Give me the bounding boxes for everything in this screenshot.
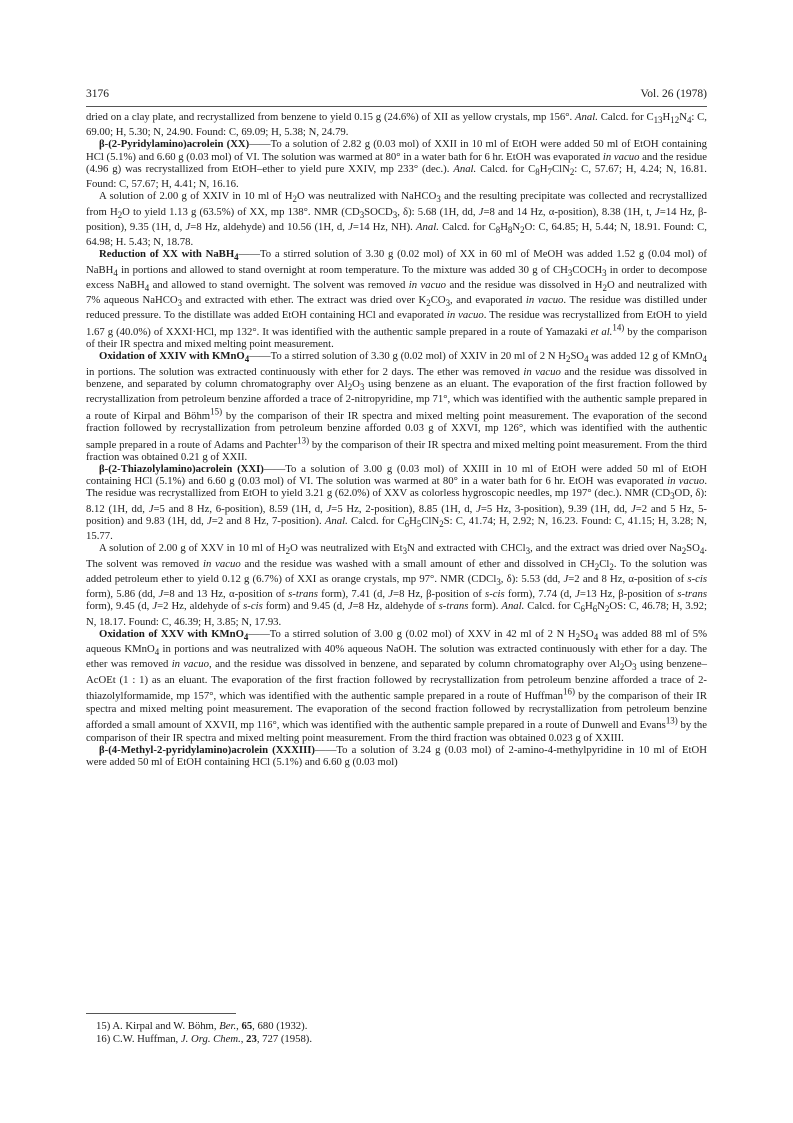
section-heading: Oxidation of XXV with KMnO$_4$: [99, 627, 249, 642]
section-heading: β-(2-Thiazolylamino)acrolein (XXI): [99, 463, 264, 476]
section-paragraph: [86, 463, 707, 542]
footnote: 16) C.W. Huffman, J. Org. Chem., 23, 727 (1958).: [96, 1033, 313, 1045]
section-paragraph: [86, 628, 707, 744]
footnotes: [86, 1020, 707, 1046]
body-paragraph: [86, 542, 707, 628]
page-number: 3176: [86, 88, 109, 100]
paragraph-text: ——To a stirred solution of 3.30 g (0.02 mol) of XXIV in 20 ml of 2 N $H_2SO_4$ was added 12 g of KMnO$_4$ in portions. The solution was extracted continuously with ether for 2 days. The ether was removed in vacuo and the residue was dissolved in benzene, and separated by column chromatography over $Al_2O_3$ using benzene as an eluant. The evaporation of the first fraction followed by recrystallization from petroleum benzine afforded a trace of 2-nitropyridine, mp 71°, which was identified with the authentic sample prepared in a route of Kirpal and Böhm$^{15)}$ by the comparison of their IR spectra and mixed melting point measurement. The evaporation of the second fraction followed by recrystallization from petroleum benzine afforded 0.03 g of XXVI, mp 126°, which was identified with the authentic sample prepared in a route of Adams and Pachter$^{13)}$ by the comparison of their IR spectra and mixed melting point measurement. From the third fraction was obtained 0.21 g of XXII.: [86, 350, 708, 463]
paragraph-text: ——To a stirred solution of 3.30 g (0.02 mol) of XX in 60 ml of MeOH was added 1.52 g (0.04 mol) of NaBH$_4$ in portions and allowed to stand overnight at room temperature. To the mixture was added 30 g of $CH_3COCH_3$ in order to decompose excess NaBH$_4$ and allowed to stand overnight. The solvent was removed in vacuo and the residue was dissolved in $H_2O$ and neutralized with 7% aqueous NaHCO$_3$ and extracted with ether. The extract was dried over $K_2CO_3$, and evaporated in vacuo. The residue was distilled under reduced pressure. To the distillate was added EtOH containing HCl and evaporated in vacuo. The residue was recrystallized from EtOH to yield 1.67 g (40.0%) of XXXI·HCl, mp 132°. It was identified with the authentic sample prepared in a route of Yamazaki et al.$^{14)}$ by the comparison of their IR spectra and mixed melting point measurement.: [86, 248, 707, 351]
section-heading: Reduction of XX with NaBH$_4$: [99, 248, 239, 263]
body-paragraph: [86, 111, 707, 138]
footnote-rule: [86, 1013, 236, 1014]
section-paragraph: [86, 248, 707, 350]
section-paragraph: [86, 744, 707, 768]
experimental-text: [86, 111, 707, 768]
paragraph-text: ——To a solution of 3.24 g (0.03 mol) of 2-amino-4-methylpyridine in 10 ml of EtOH were added 50 ml of EtOH containing HCl (5.1%) and 6.60 g (0.03 mol): [86, 743, 707, 768]
paragraph-text: A solution of 2.00 g of XXIV in 10 ml of $H_2O$ was neutralized with NaHCO$_3$ and the resulting precipitate was collected and recrystallized from $H_2O$ to yield 1.13 g (63.5%) of XX, mp 138°. NMR ($CD_3SOCD_3$, δ): 5.68 (1H, dd, J=8 and 14 Hz, α-position), 8.38 (1H, t, J=14 Hz, β-position), 9.35 (1H, d, J=8 Hz, aldehyde) and 10.56 (1H, d, J=14 Hz, NH). Anal. Calcd. for $C_8H_8N_2O$: C, 64.85; H, 5.44; N, 18.91. Found: C, 64.98; H. 5.43; N, 18.78.: [86, 190, 707, 249]
header-rule: [86, 106, 707, 107]
running-header: [86, 88, 707, 102]
paragraph-text: A solution of 2.00 g of XXV in 10 ml of $H_2O$ was neutralized with $Et_3N$ and extracted with CHCl$_3$, and the extract was dried over $Na_2SO_4$. The solvent was removed in vacuo and the residue was washed with a small amount of ether and dissolved in $CH_2Cl_2$. To the solution was added petroleum ether to yield 0.12 g (6.7%) of XXI as orange crystals, mp 97°. NMR (CDCl$_3$, δ): 5.53 (dd, J=2 and 8 Hz, α-position of s-cis form), 5.86 (dd, J=8 and 13 Hz, α-position of s-trans form), 7.41 (d, J=8 Hz, β-position of s-cis form), 7.74 (d, J=13 Hz, β-position of s-trans form), 9.45 (d, J=2 Hz, aldehyde of s-cis form) and 9.45 (d, J=8 Hz, aldehyde of s-trans form). Anal. Calcd. for $C_6H_6N_2OS$: C, 46.78; H, 3.92; N, 18.17. Found: C, 46.39; H, 3.85; N, 17.93.: [86, 542, 708, 628]
section-heading: Oxidation of XXIV with KMnO$_4$: [99, 350, 250, 365]
section-heading: β-(4-Methyl-2-pyridylamino)acrolein (XXXIII): [99, 743, 315, 756]
paragraph-text: ——To a solution of 3.00 g (0.03 mol) of XXIII in 10 ml of EtOH were added 50 ml of EtOH containing HCl (5.1%) and 6.60 g (0.03 mol) of VI. The solution was warmed at 80° in a water bath for 6 hr. EtOH was evaporated in vacuo. The residue was recrystallized from EtOH to yield 3.21 g (62.0%) of XXV as colorless hygroscopic needles, mp 197° (dec.). NMR ($CD_3OD$, δ): 8.12 (1H, dd, J=5 and 8 Hz, 6-position), 8.59 (1H, d, J=5 Hz, 2-position), 8.85 (1H, d, J=5 Hz, 3-position), 9.39 (1H, dd, J=2 and 5 Hz, 5-position) and 9.83 (1H, dd, J=2 and 8 Hz, 7-position). Anal. Calcd. for $C_6H_5ClN_2S$: C, 41.74; H, 2.92; N, 16.23. Found: C, 41.15; H, 3.28; N, 15.77.: [86, 463, 707, 543]
paragraph-text: ——To a stirred solution of 3.00 g (0.02 mol) of XXV in 42 ml of 2 N $H_2SO_4$ was added 88 ml of 5% aqueous KMnO$_4$ in portions and was neutralized with 40% aqueous NaOH. The solution was extracted continuously with ether for a day. The ether was removed in vacuo, and the residue was dissolved in benzene, and separated by column chromatography over $Al_2O_3$ using benzene–AcOEt (1 : 1) as an eluant. The evaporation of the first fraction followed by recrystallization from petroleum benzine afforded a trace of 2-thiazolylformamide, mp 157°, which was identified with the authentic sample prepared in a route of Huffman$^{16)}$ by the comparison of their IR spectra and mixed melting point measurement. The evaporation of the second fraction followed by recrystallization from petroleum benzine afforded a small amount of XXVII, mp 116°, which was identified with the authentic sample prepared in a route of Dunwell and Evans$^{13)}$ by the comparison of their IR spectra and mixed melting point measurement. From the third fraction was obtained 0.023 g of XXIII.: [86, 627, 708, 744]
section-heading: β-(2-Pyridylamino)acrolein (XX): [99, 138, 250, 151]
paragraph-text: ——To a solution of 2.82 g (0.03 mol) of XXII in 10 ml of EtOH were added 50 ml of EtOH containing HCl (5.1%) and 6.60 g (0.03 mol) of VI. The solution was warmed at 80° in a water bath for 6 hr. EtOH was evaporated in vacuo and the residue (4.96 g) was recrystallized from EtOH–ether to yield pure XXIV, mp 233° (dec.). Anal. Calcd. for $C_8H_7ClN_2$: C, 57.67; H, 4.24; N, 16.81. Found: C, 57.67; H, 4.41; N, 16.16.: [86, 138, 707, 191]
paragraph-text: dried on a clay plate, and recrystallized from benzene to yield 0.15 g (24.6%) of XII as yellow crystals, mp 156°. Anal. Calcd. for $C_{13}H_{12}N_4$: C, 69.00; H, 5.30; N, 24.90. Found: C, 69.09; H, 5.38; N, 24.79.: [86, 111, 707, 139]
volume-info: Vol. 26 (1978): [640, 88, 707, 100]
section-paragraph: [86, 138, 707, 190]
section-paragraph: [86, 350, 707, 463]
body-paragraph: [86, 190, 707, 248]
footnote: 15) A. Kirpal and W. Böhm, Ber., 65, 680 (1932).: [96, 1020, 308, 1032]
